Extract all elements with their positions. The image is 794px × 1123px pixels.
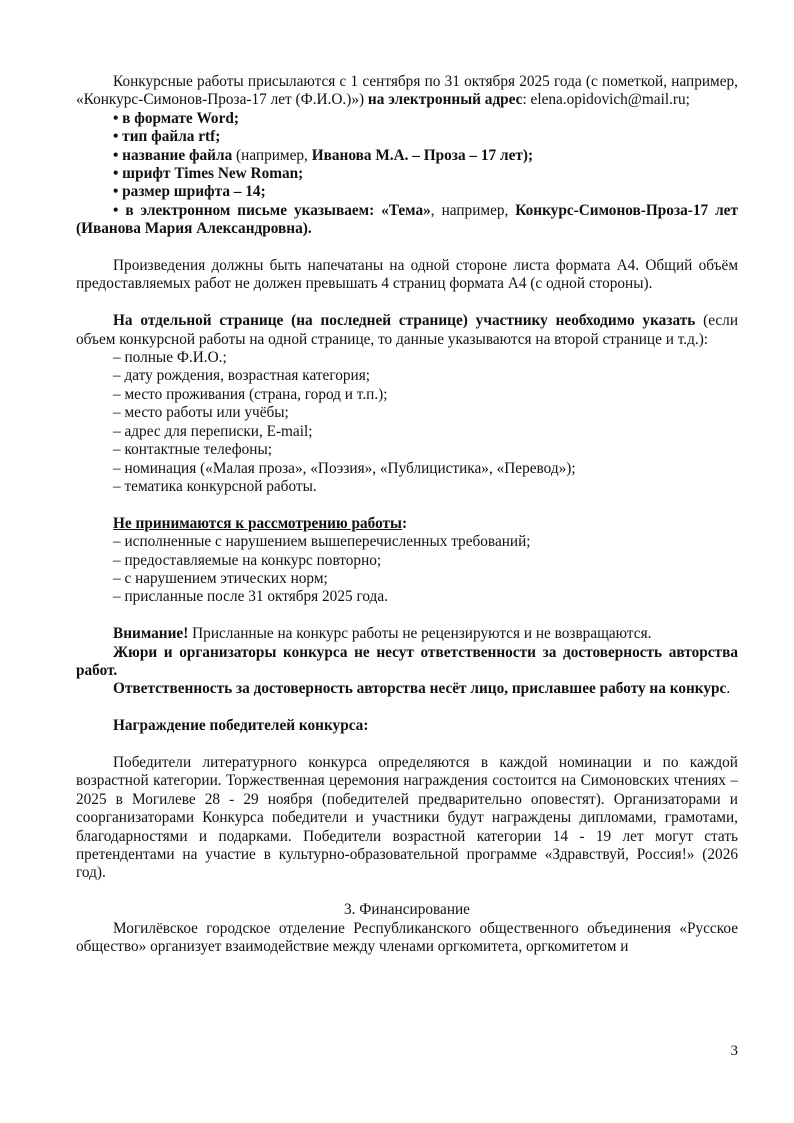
- awards-heading: Награждение победителей конкурса:: [113, 717, 369, 735]
- format-item-email: • в электронном письме указываем: «Тема», например, Конкурс-Симонов-Проза-17 лет (Иванова Мария Александровна).: [76, 201, 738, 238]
- participant-item: – полные Ф.И.О.;: [113, 349, 227, 367]
- page-number: 3: [730, 1043, 738, 1059]
- format-item: • в формате Word;: [113, 109, 239, 127]
- participant-item: – тематика конкурсной работы.: [113, 477, 317, 495]
- jury-paragraph: Жюри и организаторы конкурса не несут ответственности за достоверность авторства работ.: [76, 643, 738, 679]
- not-accepted-item: – исполненные с нарушением вышеперечисленных требований;: [113, 533, 531, 551]
- participant-item: – место работы или учёбы;: [113, 404, 289, 422]
- not-accepted-item: – присланные после 31 октября 2025 года.: [113, 588, 388, 606]
- document-body: [76, 73, 738, 956]
- participant-item: – место проживания (страна, город и т.п.);: [113, 385, 388, 403]
- participant-item: – контактные телефоны;: [113, 441, 272, 459]
- format-item: • размер шрифта – 14;: [113, 183, 266, 201]
- submission-text: Конкурсные работы присылаются с 1 сентября по 31 октября 2025 года (с пометкой, например, «Конкурс-Симонов-Проза-17 лет (Ф.И.О.)»): [76, 73, 738, 109]
- separate-page-paragraph: На отдельной странице (на последней странице) участнику необходимо указать (если объем конкурсной работы на одной странице, то данные указываются на второй странице и т.д.):: [76, 312, 739, 348]
- not-accepted-heading: Не принимаются к рассмотрению работы:: [113, 514, 408, 532]
- section-3-paragraph: Могилёвское городское отделение Республиканского общественного объединения «Русское общество» организует взаимодействие между членами оргкомитета, оргкомитетом и: [76, 919, 738, 955]
- participant-item: – адрес для переписки, E-mail;: [113, 422, 313, 440]
- participant-item: – дату рождения, возрастная категория;: [113, 367, 371, 385]
- section-3-heading: 3. Финансирование: [344, 901, 470, 919]
- email-address: : elena.opidovich@mail.ru;: [522, 91, 690, 109]
- format-item: • название файла (например, Иванова М.А. – Проза – 17 лет);: [113, 146, 534, 164]
- print-requirements-paragraph: Произведения должны быть напечатаны на одной стороне листа формата А4. Общий объём предоставляемых работ не должен превышать 4 страниц формата А4 (с одной стороны).: [76, 257, 738, 293]
- format-item: • тип файла rtf;: [113, 128, 221, 146]
- submission-paragraph: [76, 73, 738, 110]
- participant-item: – номинация («Малая проза», «Поэзия», «Публицистика», «Перевод»);: [113, 459, 576, 477]
- not-accepted-item: – предоставляемые на конкурс повторно;: [113, 551, 382, 569]
- not-accepted-item: – с нарушением этических норм;: [113, 569, 328, 587]
- format-item: • шрифт Times New Roman;: [113, 165, 304, 183]
- email-label: на электронный адрес: [367, 91, 523, 109]
- attention-paragraph: Внимание! Присланные на конкурс работы не рецензируются и не возвращаются.: [113, 625, 652, 643]
- responsibility-paragraph: Ответственность за достоверность авторства несёт лицо, приславшее работу на конкурс.: [113, 680, 731, 698]
- awards-paragraph: Победители литературного конкурса определяются в каждой номинации и по каждой возрастной категории. Торжественная церемония награждения состоится на Симоновских чтениях – 2025 в Могилеве 28 - 29 ноября (победителей предварительно оповестят). Организаторами и соорганизаторами Конкурса победители и участники будут награждены дипломами, грамотами, благодарностями и подарками. Победители возрастной категории 14 - 19 лет могут стать претендентами на участие в культурно-образовательной программе «Здравствуй, Россия!» (2026 год).: [76, 753, 738, 882]
